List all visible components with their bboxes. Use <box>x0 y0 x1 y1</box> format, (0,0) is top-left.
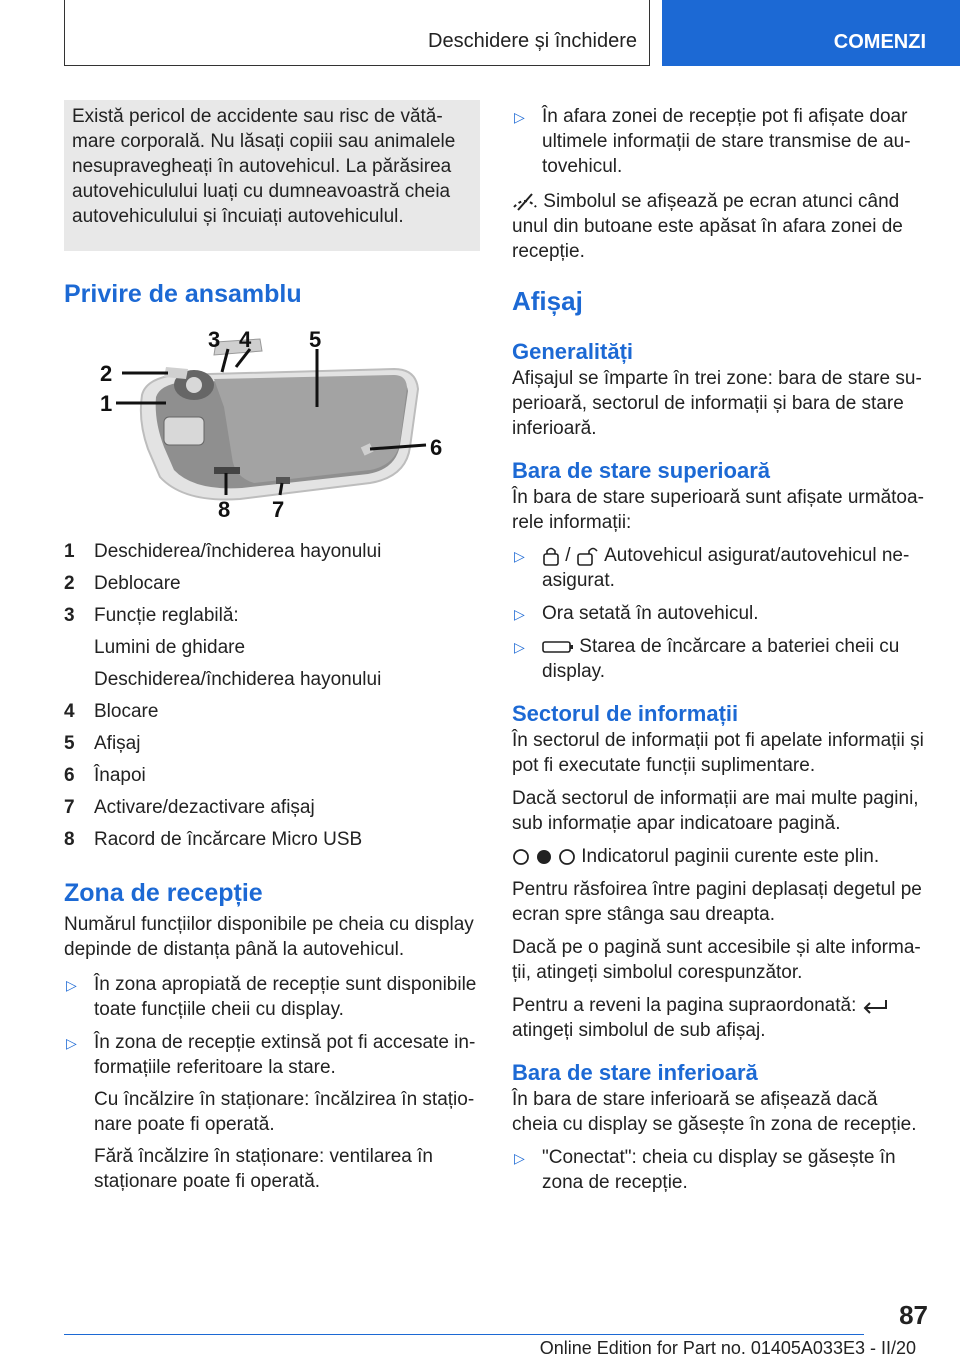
upper-bar-text: În bara de stare superioară sunt afișate următoarele informații: <box>512 487 924 533</box>
page-indicator-icon <box>512 848 576 866</box>
reception-intro: Numărul funcțiilor disponibile pe cheia cu display depinde de distanța până la autovehicul. <box>64 914 474 960</box>
info-paragraph: Pentru răsfoirea între pagini deplasați degetul pe ecran spre stânga sau dreapta. <box>512 879 922 925</box>
section-title: Deschidere și închidere <box>428 30 637 52</box>
triangle-bullet-icon: ▷ <box>514 1150 525 1166</box>
footer-divider <box>64 1334 864 1335</box>
list-item: 7 Activare/dezactivare afișaj <box>64 797 315 818</box>
callout-1: 1 <box>100 391 113 416</box>
reception-list <box>64 972 480 1194</box>
callout-7: 7 <box>272 497 285 522</box>
page-header <box>0 0 960 66</box>
list-item: ▷ În zona apropiată de recepție sunt disponibile toate funcțiile cheii cu display. <box>66 974 477 1020</box>
list-item: 6 Înapoi <box>64 765 146 786</box>
info-sector-title: Sectorul de informații <box>512 701 739 726</box>
no-signal-icon <box>512 193 538 211</box>
list-item: 3 Funcție reglabilă: Lumini de ghidare Deschiderea/închiderea hayonului <box>64 605 382 690</box>
info-paragraph: În sectorul de informații pot fi apelate informații și pot fi executate funcții suplimentare. <box>512 730 924 776</box>
callout-2: 2 <box>100 361 113 386</box>
list-item: ▷ "Conectat": cheia cu display se găsește în zona de recepție. <box>514 1147 896 1193</box>
callout-8: 8 <box>218 497 231 522</box>
chapter-label: COMENZI <box>833 31 926 53</box>
general-text: Afișajul se împarte în trei zone: bara de stare superioară, sectorul de informații și bara de stare inferioară. <box>512 368 922 439</box>
info-back-paragraph: Pentru a reveni la pagina supraordonată: atingeți simbolul de sub afișaj. <box>512 993 928 1043</box>
list-item: 8 Racord de încărcare Micro USB <box>64 829 363 850</box>
callout-5: 5 <box>309 327 322 352</box>
chapter-tab[interactable] <box>662 0 960 66</box>
display-title: Afișaj <box>512 286 583 316</box>
page-number: 87 <box>899 1300 928 1330</box>
triangle-bullet-icon: ▷ <box>514 639 525 655</box>
list-item: ▷ / Autovehicul asigurat/autovehicul neasigurat. <box>514 545 910 591</box>
warning-text: Există pericol de accidente sau risc de vătămare corporală. Nu lăsați copiii sau animalele nesupravegheați în autovehicul. La părăsirea autovehiculului luați cu dumneavoastră cheia autovehiculului și încuiați autovehiculul. <box>72 106 456 227</box>
battery-icon <box>542 640 574 654</box>
lower-bar-text: În bara de stare inferioară se afișează dacă cheia cu display se găsește în zona de recepție. <box>512 1089 917 1135</box>
list-item: ▷ Starea de încărcare a bateriei cheii cu display. <box>514 636 900 682</box>
key-fob-drawing <box>64 327 480 523</box>
outside-list <box>512 104 928 179</box>
lock-open-icon <box>576 546 600 566</box>
left-column <box>64 100 480 1202</box>
upper-bar-title: Bara de stare superioară <box>512 458 771 483</box>
lower-bar-title: Bara de stare inferioară <box>512 1060 758 1085</box>
triangle-bullet-icon: ▷ <box>514 109 525 125</box>
part-list <box>64 539 480 852</box>
callout-3: 3 <box>208 327 221 352</box>
list-item: 1 Deschiderea/închiderea hayonului <box>64 541 382 562</box>
section-box <box>64 0 650 66</box>
triangle-bullet-icon: ▷ <box>66 1035 77 1051</box>
list-item: ▷ În zona de recepție extinsă pot fi accesate informațiile referitoare la stare. Cu încălzire în staționare: încălzirea în staționare poate fi operată. Fără încălzire în staționare: ventilarea în staționare poate fi operată. <box>66 1032 476 1192</box>
info-dots-paragraph: Indicatorul paginii curente este plin. <box>512 844 928 869</box>
info-paragraph: Dacă pe o pagină sunt accesibile și alte informații, atingeți simbolul corespunzător. <box>512 937 921 983</box>
edition-text: Online Edition for Part no. 01405A033E3 - II/20 <box>539 1338 916 1358</box>
list-item: 4 Blocare <box>64 701 159 722</box>
list-item: ▷ Ora setată în autovehicul. <box>512 601 928 626</box>
info-paragraph: Dacă sectorul de informații are mai multe pagini, sub informație apar indicatoare pagină. <box>512 788 919 834</box>
warning-box <box>64 100 480 251</box>
triangle-bullet-icon: ▷ <box>66 977 77 993</box>
callout-4: 4 <box>239 327 252 352</box>
list-item: ▷ În afara zonei de recepție pot fi afișate doar ultimele informații de stare transmise de autovehicul. <box>514 106 911 177</box>
callout-6: 6 <box>430 435 443 460</box>
overview-title: Privire de ansamblu <box>64 280 302 308</box>
list-item: 2 Deblocare <box>64 573 181 594</box>
list-item: 5 Afișaj <box>64 733 141 754</box>
right-column <box>512 100 928 1203</box>
back-arrow-icon <box>862 998 890 1014</box>
symbol-paragraph: Simbolul se afișează pe ecran atunci când unul din butoane este apăsat în afara zonei de recepție. <box>512 191 903 262</box>
triangle-bullet-icon: ▷ <box>514 606 525 622</box>
lock-closed-icon <box>542 546 560 566</box>
triangle-bullet-icon: ▷ <box>514 548 525 564</box>
general-title: Generalități <box>512 339 634 364</box>
key-fob-illustration <box>64 327 480 523</box>
reception-title: Zona de recepție <box>64 879 263 907</box>
upper-bar-list <box>512 543 928 684</box>
lower-bar-list <box>512 1145 928 1195</box>
